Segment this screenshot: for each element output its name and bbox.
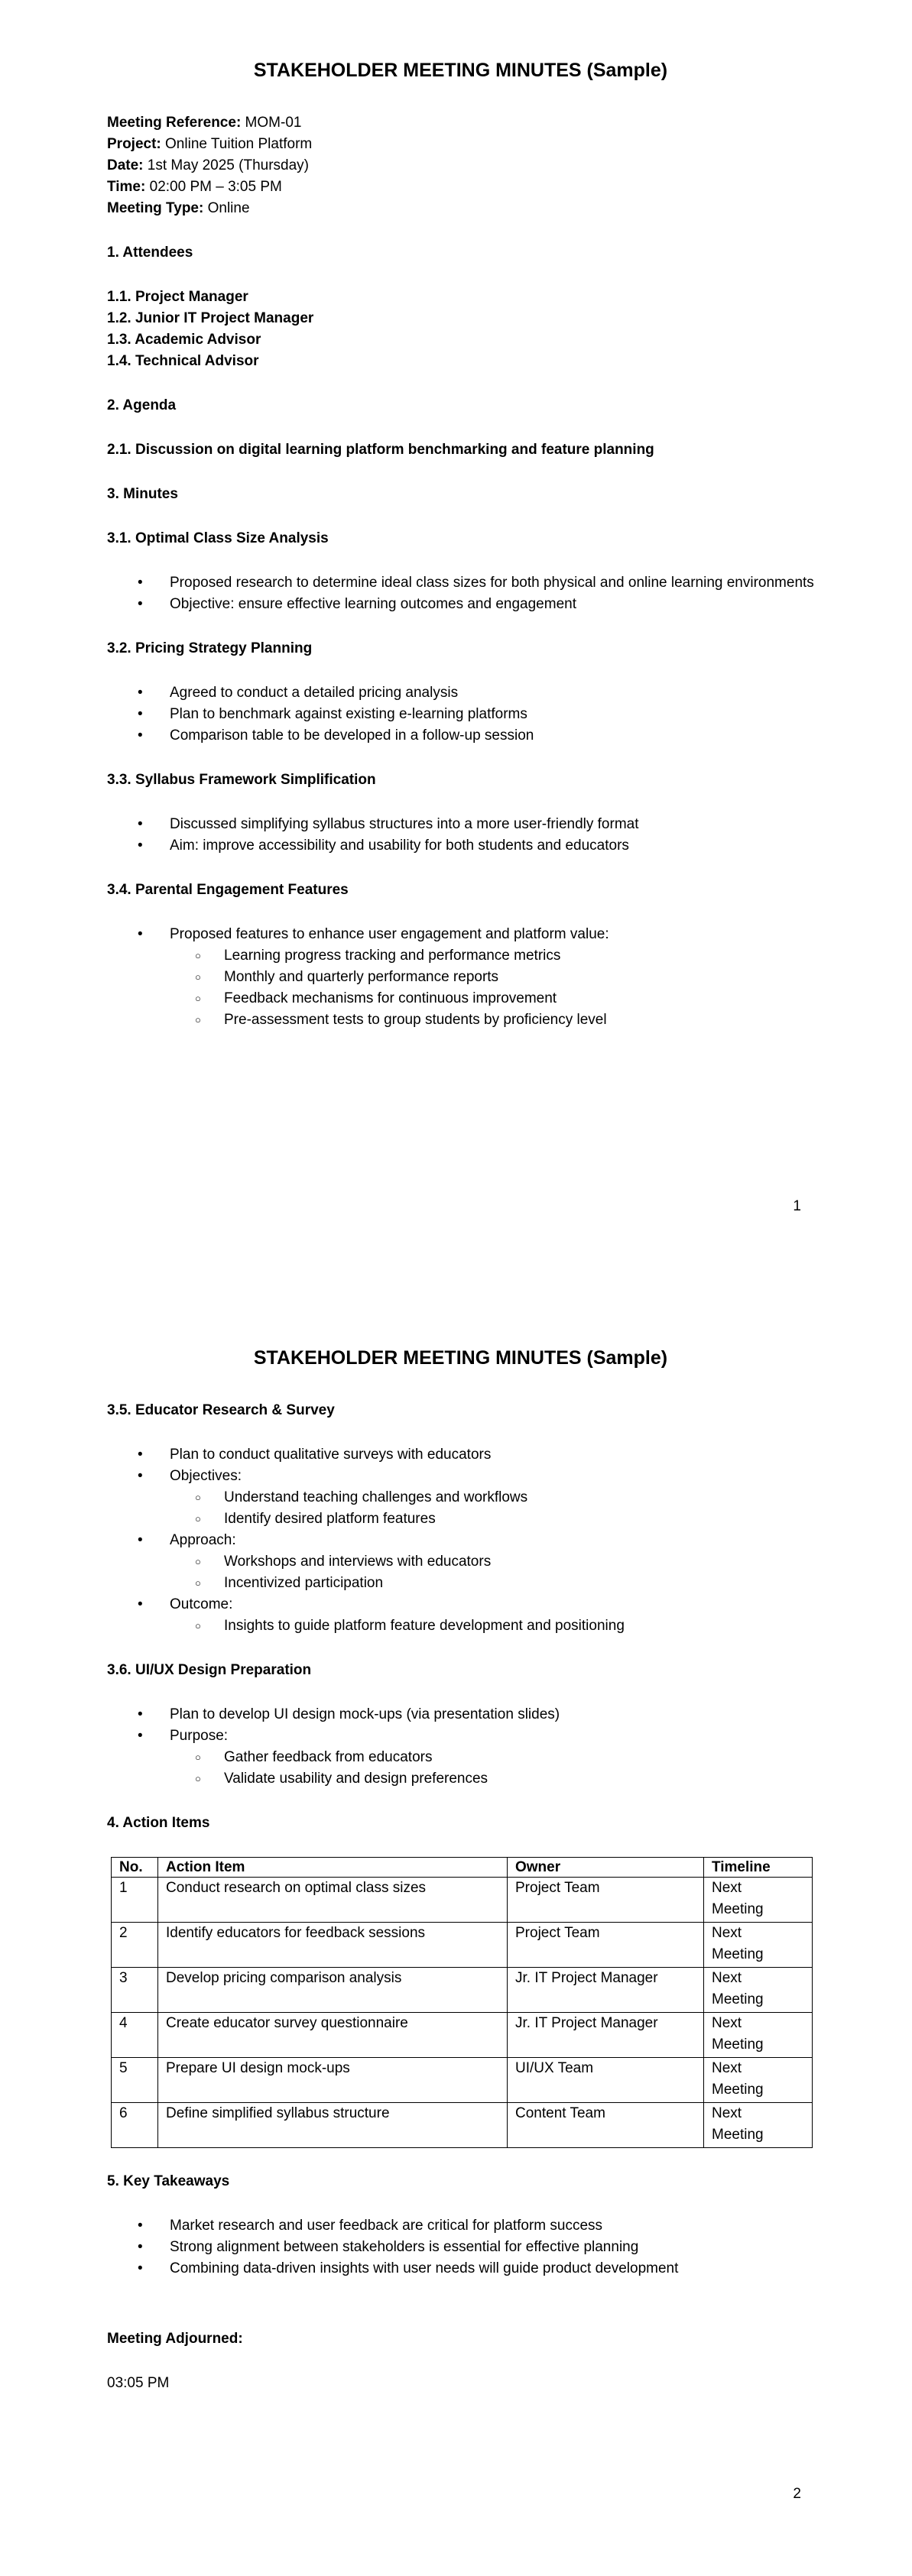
bullet-icon: • — [138, 2218, 143, 2234]
section-heading: 4. Action Items — [107, 1815, 210, 1831]
list-item: • Objectives: — [107, 1466, 814, 1487]
bullet-icon: • — [138, 1532, 143, 1548]
list-item: ○ Monthly and quarterly performance reports — [107, 967, 814, 988]
section-heading: 2.1. Discussion on digital learning platform benchmarking and feature planning — [107, 442, 654, 458]
table-cell: Project Team — [508, 1923, 704, 1968]
list-item: ○ Validate usability and design preferences — [107, 1768, 814, 1790]
table-cell: Conduct research on optimal class sizes — [158, 1878, 508, 1923]
doc-title: STAKEHOLDER MEETING MINUTES (Sample) — [253, 1347, 668, 1369]
bullet-icon: • — [138, 685, 143, 701]
table-cell: Project Team — [508, 1878, 704, 1923]
list-item: • Proposed research to determine ideal class sizes for both physical and online learning environments — [107, 572, 814, 594]
section-heading: 1. Attendees — [107, 245, 193, 261]
list-item: • Objective: ensure effective learning outcomes and engagement — [107, 594, 814, 615]
table-cell: Next Meeting — [704, 1923, 813, 1968]
list-item: • Plan to benchmark against existing e-learning platforms — [107, 704, 814, 725]
meta-line: Meeting Type: Online — [107, 200, 250, 216]
section-heading: 3.3. Syllabus Framework Simplification — [107, 772, 376, 788]
page-number: 1 — [793, 1198, 801, 1214]
table-cell: Develop pricing comparison analysis — [158, 1968, 508, 2013]
meta-label: Time: — [107, 179, 146, 195]
bullet-icon: • — [138, 727, 143, 744]
hollow-circle-icon: ○ — [195, 1014, 201, 1026]
list-item: ○ Gather feedback from educators — [107, 1747, 814, 1768]
bullet-icon: • — [138, 816, 143, 832]
meta-label: Date: — [107, 157, 144, 173]
table-cell: 6 — [112, 2103, 158, 2148]
table-header-cell: No. — [112, 1858, 158, 1878]
table-cell: Next Meeting — [704, 2013, 813, 2058]
table-header-cell: Timeline — [704, 1858, 813, 1878]
bullet-list — [107, 814, 814, 857]
list-item: • Market research and user feedback are critical for platform success — [107, 2215, 814, 2237]
table-cell: Next Meeting — [704, 1878, 813, 1923]
hollow-circle-icon: ○ — [195, 993, 201, 1004]
bullet-list — [107, 1444, 814, 1637]
numbered-item: 1.2. Junior IT Project Manager — [107, 310, 314, 326]
list-item: ○ Feedback mechanisms for continuous improvement — [107, 988, 814, 1009]
list-item: ○ Workshops and interviews with educators — [107, 1551, 814, 1573]
table-cell: 5 — [112, 2058, 158, 2103]
meta-block — [107, 112, 814, 219]
table-header-row — [112, 1858, 813, 1878]
section-heading: 3.6. UI/UX Design Preparation — [107, 1662, 312, 1678]
list-item: ○ Understand teaching challenges and workflows — [107, 1487, 814, 1508]
section-heading: 3.5. Educator Research & Survey — [107, 1402, 335, 1418]
table-row — [112, 2013, 813, 2058]
table-header-cell: Owner — [508, 1858, 704, 1878]
list-item: • Proposed features to enhance user engagement and platform value: — [107, 924, 814, 945]
hollow-circle-icon: ○ — [195, 1751, 201, 1763]
bullet-list — [107, 924, 814, 1031]
table-cell: Content Team — [508, 2103, 704, 2148]
paragraph: 03:05 PM — [107, 2375, 170, 2391]
bullet-icon: • — [138, 926, 143, 942]
meta-line: Meeting Reference: MOM-01 — [107, 115, 302, 131]
list-item: • Aim: improve accessibility and usability for both students and educators — [107, 835, 814, 857]
table-cell: 4 — [112, 2013, 158, 2058]
table-cell: Jr. IT Project Manager — [508, 1968, 704, 2013]
meta-line: Project: Online Tuition Platform — [107, 136, 313, 152]
table-cell: 2 — [112, 1923, 158, 1968]
list-item: • Outcome: — [107, 1594, 814, 1615]
table-cell: Next Meeting — [704, 1968, 813, 2013]
table-row — [112, 2058, 813, 2103]
list-item: • Combining data-driven insights with user needs will guide product development — [107, 2258, 814, 2280]
table-row — [112, 1878, 813, 1923]
numbered-item: 1.1. Project Manager — [107, 289, 248, 305]
section-heading: 3.4. Parental Engagement Features — [107, 882, 349, 898]
bullet-icon: • — [138, 2260, 143, 2276]
meta-label: Meeting Type: — [107, 200, 204, 216]
section-heading: 3.1. Optimal Class Size Analysis — [107, 530, 329, 546]
table-row — [112, 2103, 813, 2148]
hollow-circle-icon: ○ — [195, 1577, 201, 1589]
list-item: • Plan to conduct qualitative surveys with educators — [107, 1444, 814, 1466]
spacer — [107, 2302, 814, 2328]
numbered-item: 1.3. Academic Advisor — [107, 332, 261, 348]
bullet-icon: • — [138, 1728, 143, 1744]
section-heading: 5. Key Takeaways — [107, 2173, 230, 2189]
action-items-table — [111, 1857, 813, 2148]
meta-label: Meeting Reference: — [107, 115, 242, 131]
list-item: ○ Insights to guide platform feature development and positioning — [107, 1615, 814, 1637]
table-cell: Define simplified syllabus structure — [158, 2103, 508, 2148]
list-item: • Approach: — [107, 1530, 814, 1551]
bullet-icon: • — [138, 1447, 143, 1463]
hollow-circle-icon: ○ — [195, 1492, 201, 1503]
table-cell: Next Meeting — [704, 2103, 813, 2148]
bullet-icon: • — [138, 1596, 143, 1612]
hollow-circle-icon: ○ — [195, 1773, 201, 1784]
section-heading: 3.2. Pricing Strategy Planning — [107, 640, 313, 656]
bullet-list — [107, 572, 814, 615]
table-row — [112, 1968, 813, 2013]
hollow-circle-icon: ○ — [195, 950, 201, 961]
hollow-circle-icon: ○ — [195, 971, 201, 983]
table-cell: Create educator survey questionnaire — [158, 2013, 508, 2058]
list-item: • Purpose: — [107, 1725, 814, 1747]
list-item: ○ Pre-assessment tests to group students by proficiency level — [107, 1009, 814, 1031]
bullet-list — [107, 1704, 814, 1790]
bullet-icon: • — [138, 596, 143, 612]
hollow-circle-icon: ○ — [195, 1556, 201, 1567]
table-cell: 1 — [112, 1878, 158, 1923]
table-cell: Next Meeting — [704, 2058, 813, 2103]
bullet-icon: • — [138, 575, 143, 591]
table-cell: Identify educators for feedback sessions — [158, 1923, 508, 1968]
numbered-item: 1.4. Technical Advisor — [107, 353, 259, 369]
table-cell: 3 — [112, 1968, 158, 2013]
table-cell: UI/UX Team — [508, 2058, 704, 2103]
bullet-list — [107, 682, 814, 747]
hollow-circle-icon: ○ — [195, 1513, 201, 1525]
list-item: • Comparison table to be developed in a follow-up session — [107, 725, 814, 747]
list-item: ○ Identify desired platform features — [107, 1508, 814, 1530]
page-2 — [0, 1288, 912, 2575]
hollow-circle-icon: ○ — [195, 1620, 201, 1631]
section-heading: 3. Minutes — [107, 486, 178, 502]
section-heading: Meeting Adjourned: — [107, 2331, 243, 2347]
page-number: 2 — [793, 2486, 801, 2502]
meta-label: Project: — [107, 136, 161, 152]
list-item: • Strong alignment between stakeholders is essential for effective planning — [107, 2237, 814, 2258]
list-item: • Agreed to conduct a detailed pricing analysis — [107, 682, 814, 704]
bullet-list — [107, 2215, 814, 2280]
meta-line: Date: 1st May 2025 (Thursday) — [107, 157, 309, 173]
bullet-icon: • — [138, 2239, 143, 2255]
list-item: • Discussed simplifying syllabus structures into a more user-friendly format — [107, 814, 814, 835]
bullet-icon: • — [138, 1468, 143, 1484]
numbered-list — [107, 287, 814, 372]
table-cell: Jr. IT Project Manager — [508, 2013, 704, 2058]
list-item: ○ Incentivized participation — [107, 1573, 814, 1594]
list-item: • Plan to develop UI design mock-ups (via presentation slides) — [107, 1704, 814, 1725]
table-cell: Prepare UI design mock-ups — [158, 2058, 508, 2103]
bullet-icon: • — [138, 838, 143, 854]
bullet-icon: • — [138, 706, 143, 722]
table-row — [112, 1923, 813, 1968]
doc-title: STAKEHOLDER MEETING MINUTES (Sample) — [253, 60, 668, 81]
bullet-icon: • — [138, 1706, 143, 1722]
meta-line: Time: 02:00 PM – 3:05 PM — [107, 179, 282, 195]
table-header-cell: Action Item — [158, 1858, 508, 1878]
section-heading: 2. Agenda — [107, 397, 177, 413]
list-item: ○ Learning progress tracking and performance metrics — [107, 945, 814, 967]
